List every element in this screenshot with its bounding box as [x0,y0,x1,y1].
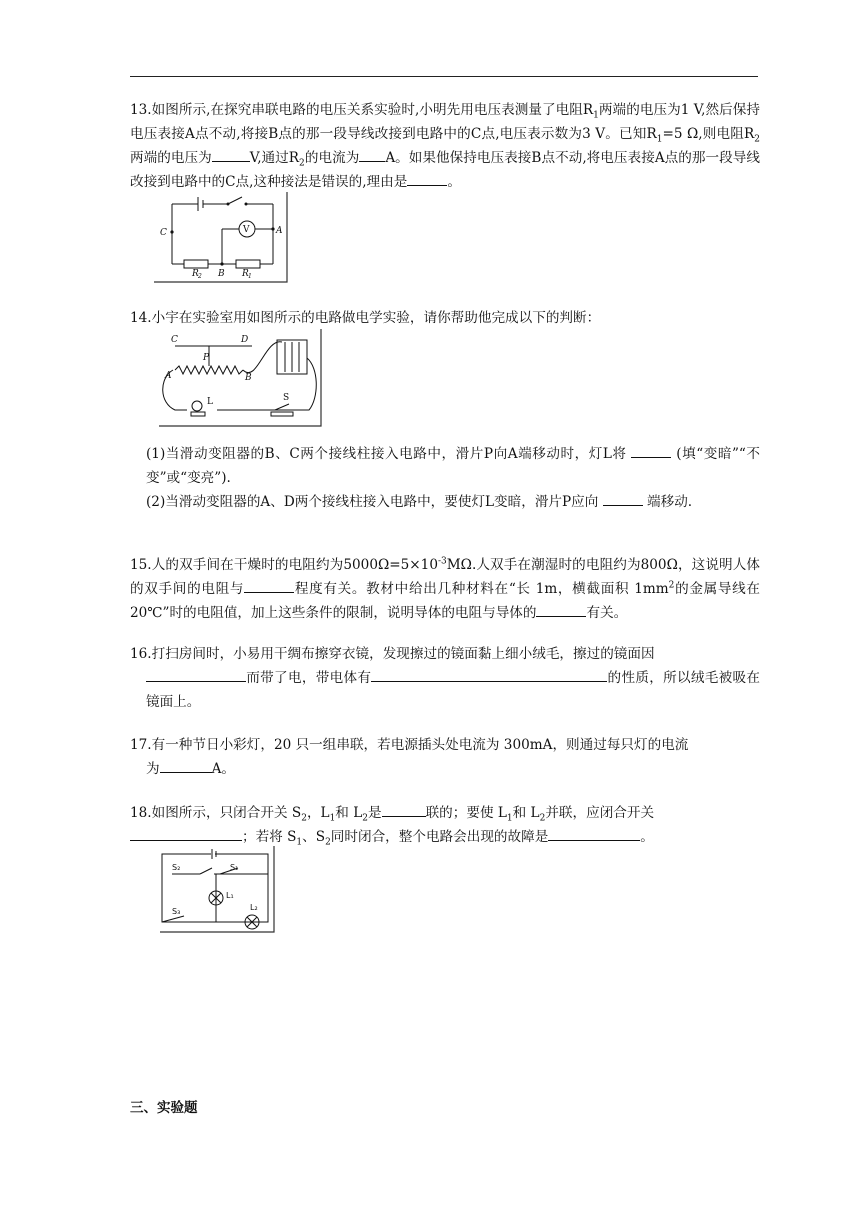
question-17: 17.有一种节日小彩灯，20 只一组串联，若电源插头处电流为 300mA，则通过每只灯的电流 为 A。 [130,737,689,777]
l2-label: L₂ [250,903,258,912]
point-b-label: B [218,269,225,279]
question-18: 18.如图所示，只闭合开关 $S_2$，$L_1$和 $L_2$是 联的；要使 $L_1$和 $L_2$并联，应闭合开关 ；若将 $S_1$、$S_2$同时闭合，整个电路会出现的故障是 。 [130,805,655,848]
point-a-label: A [276,226,283,236]
terminal-d-label: D [241,335,249,345]
q13-circuit-figure [152,192,292,284]
r2-label: R [192,269,199,279]
terminal-b-label: B [245,373,252,383]
question-15: 15.人的双手间在干燥时的电阻约为$5000\Omega=5\times 10^{-3}M\Omega$.人双手在潮湿时的电阻约为800Ω，这说明人体的双手间的电阻与 程度有关。教材中给出几种材料在“长 1m，横截面积 $1mm^2$的金属导线在 20℃”时的电阻值，加上这些条件的限制，说明导体的电阻与导体的 有关。 [130,556,761,621]
answer-blank[interactable] [536,603,586,617]
q18-circuit-figure [158,846,276,934]
answer-blank[interactable] [212,148,250,162]
header-rule [130,76,758,77]
question-16: 16.打扫房间时，小易用干绸布擦穿衣镜，发现擦过的镜面黏上细小绒毛，擦过的镜面因 而带了电，带电体有 的性质，所以绒毛被吸在镜面上。 [130,646,761,710]
s1-label: S₁ [230,863,239,872]
r1-label: R [242,269,249,279]
svg-text:2: 2 [198,273,202,280]
s2-label: S₂ [172,863,181,872]
answer-blank[interactable] [371,668,607,682]
s3-label: S₃ [172,907,181,916]
terminal-c-label: C [171,335,178,345]
question-14-part-1: (1)当滑动变阻器的B、C两个接线柱接入电路中，滑片P向A端移动时，灯L将 (填“变暗”“不变”或“变亮”). [146,446,760,486]
q14-circuit-figure [157,328,323,428]
slider-p-label: P [203,353,210,363]
l1-label: L₁ [226,891,234,900]
question-14-stem: 14.小宇在实验室用如图所示的电路做电学实验，请你帮助他完成以下的判断： [130,310,601,326]
answer-blank[interactable] [160,759,212,773]
answer-blank[interactable] [631,444,671,458]
point-c-label: C [160,228,167,238]
question-14-part-2: (2)当滑动变阻器的A、D两个接线柱接入电路中，要使灯L变暗，滑片P应向 端移动. [146,494,693,510]
section-heading: 三、实验题 [130,1100,198,1116]
lamp-l-label: L [207,397,213,407]
terminal-a-label: A [165,371,172,381]
switch-s-label: S [283,393,290,403]
answer-blank[interactable] [548,827,640,841]
answer-blank[interactable] [359,148,385,162]
answer-blank[interactable] [146,668,246,682]
svg-text:1: 1 [248,273,252,280]
voltmeter-label: V [243,225,250,235]
answer-blank[interactable] [130,827,242,841]
answer-blank[interactable] [244,579,294,593]
answer-blank[interactable] [382,803,426,817]
question-13: 13.如图所示,在探究串联电路的电压关系实验时,小明先用电压表测量了电阻$R_1$两端的电压为1 V,然后保持电压表接A点不动,将接B点的那一段导线改接到电路中的C点,电压表示数为3 V。已知$R_1=5$ Ω,则电阻$R_2$两端的电压为 V,通过$R_2$的电流为 A。如果他保持电压表接B点不动,将电压表接A点的那一段导线改接到电路中的C点,这种接法是错误的,理由是 。 [130,102,761,190]
answer-blank[interactable] [603,492,643,506]
answer-blank[interactable] [407,172,447,186]
